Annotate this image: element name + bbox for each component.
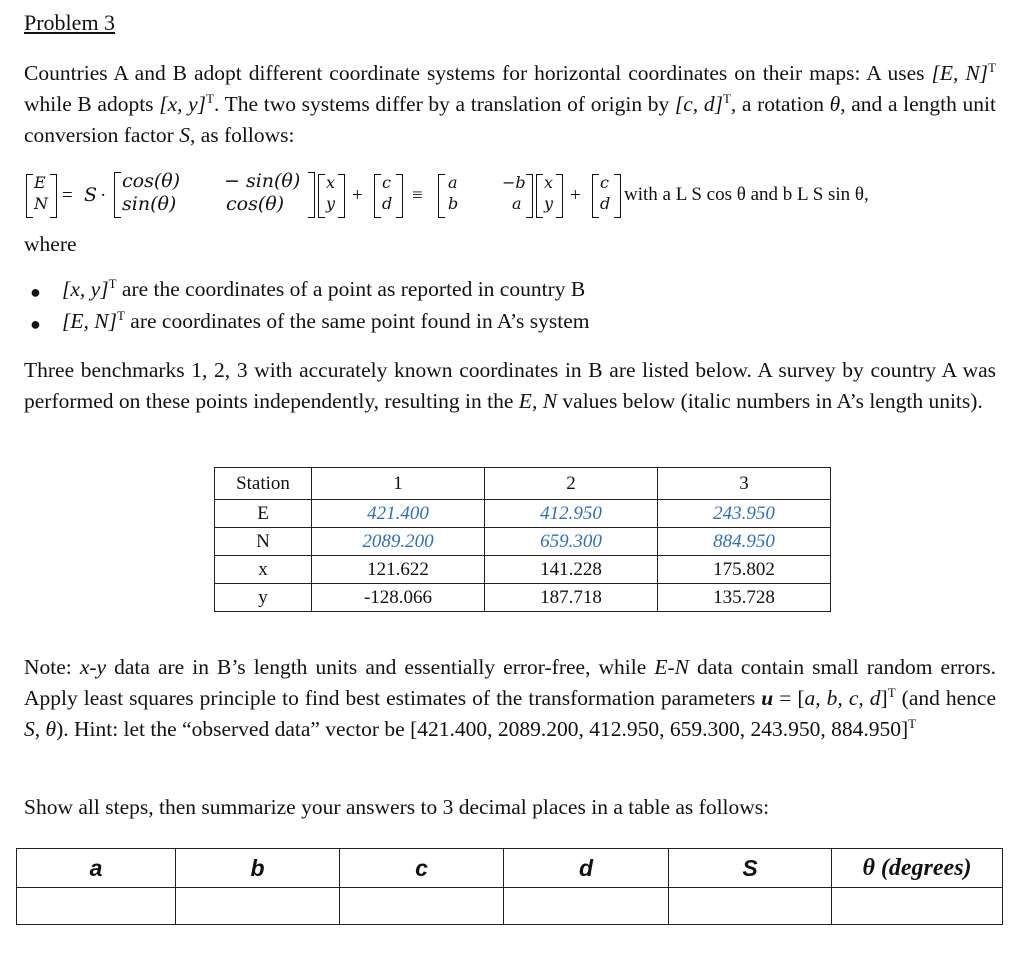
table-cell: 135.728 <box>658 584 831 612</box>
row-label: y <box>215 584 312 612</box>
where-label: where <box>24 232 77 256</box>
answer-cell-a[interactable] <box>17 888 176 925</box>
bullet-item-1: [x, y]$^T$ are the coordinates of a point as reported in country B <box>62 275 586 301</box>
table-cell: 884.950 <box>658 528 831 556</box>
table-cell: 421.400 <box>312 500 485 528</box>
benchmarks-paragraph: Three benchmarks 1, 2, 3 with accurately known coordinates in B are listed below. A survey by country A was performed on these points independently, resulting in the E, N values below (italic numbers in A’s length units). <box>24 358 996 413</box>
table-cell: 141.228 <box>485 556 658 584</box>
answer-header-s: S <box>669 849 832 888</box>
bullet-item-2: [E, N]$^T$ are coordinates of the same point found in A’s system <box>62 307 590 333</box>
answer-cell-theta[interactable] <box>832 888 1003 925</box>
table-cell: 175.802 <box>658 556 831 584</box>
table-header-cell: 1 <box>312 468 485 500</box>
table-cell: 659.300 <box>485 528 658 556</box>
row-label: N <box>215 528 312 556</box>
answer-cell-c[interactable] <box>340 888 504 925</box>
instructions-text: Show all steps, then summarize your answers to 3 decimal places in a table as follows: <box>24 795 770 819</box>
table-header-row <box>215 468 831 500</box>
row-label: E <box>215 500 312 528</box>
table-header-cell: 2 <box>485 468 658 500</box>
table-row <box>215 556 831 584</box>
row-label: x <box>215 556 312 584</box>
answer-header-a: a <box>17 849 176 888</box>
table-cell: 121.622 <box>312 556 485 584</box>
table-row <box>215 584 831 612</box>
answer-table <box>16 848 1003 925</box>
answer-header-b: b <box>176 849 340 888</box>
table-row <box>215 528 831 556</box>
intro-paragraph: Countries A and B adopt different coordinate systems for horizontal coordinates on their maps: A uses [E, N]$^T$ while B adopts [x, y]$^T$. The two systems differ by a translation of origin by [c, d]$^T$, a rotation θ, and a length unit conversion factor S, as follows: <box>24 59 996 147</box>
answer-value-row <box>17 888 1003 925</box>
benchmark-table <box>214 467 831 612</box>
answer-header-row <box>17 849 1003 888</box>
answer-header-d: d <box>504 849 669 888</box>
answer-header-c: c <box>340 849 504 888</box>
table-cell: 412.950 <box>485 500 658 528</box>
answer-cell-d[interactable] <box>504 888 669 925</box>
table-header-cell: Station <box>215 468 312 500</box>
answer-cell-s[interactable] <box>669 888 832 925</box>
table-cell: 243.950 <box>658 500 831 528</box>
table-cell: 187.718 <box>485 584 658 612</box>
page-title: Problem 3 <box>24 10 116 35</box>
answer-cell-b[interactable] <box>176 888 340 925</box>
bullet-icon: ● <box>30 314 41 334</box>
bullet-icon: ● <box>30 282 41 302</box>
table-cell: -128.066 <box>312 584 485 612</box>
table-row <box>215 500 831 528</box>
answer-header-theta: θ (degrees) <box>832 849 1003 888</box>
table-header-cell: 3 <box>658 468 831 500</box>
table-cell: 2089.200 <box>312 528 485 556</box>
note-paragraph: Note: x-y data are in B’s length units and essentially error-free, while E-N data contain small random errors. Apply least squares principle to find best estimates of the transformation parameters u = [a, b, c, d]$^T$ (and hence S, θ). Hint: let the “observed data” vector be [421.400, 2089.200, 412.950, 659.300, 243.950, 884.950]$^T$ <box>24 655 996 741</box>
